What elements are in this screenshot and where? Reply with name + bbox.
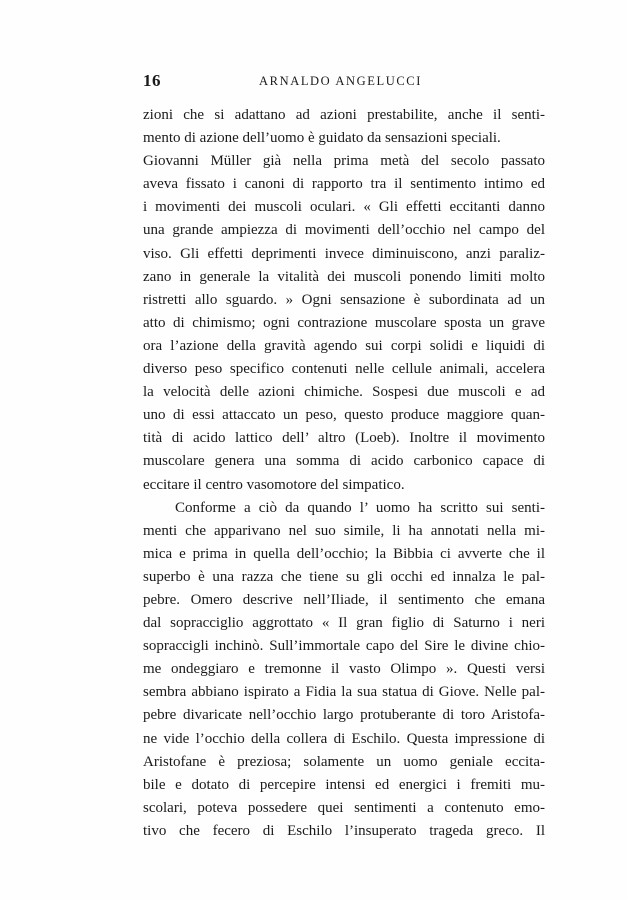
- text-line: pebre divaricate nell’occhio largo protuberante di toro Aristofa-: [143, 707, 545, 724]
- text-line: atto di chimismo; ogni contrazione muscolare sposta un grave: [143, 314, 545, 331]
- text-line: eccitare il centro vasomotore del simpatico.: [143, 476, 405, 493]
- text-line: Aristofane è preziosa; solamente un uomo geniale eccita-: [143, 753, 545, 770]
- text-line: ristretti allo sguardo. » Ogni sensazione è subordinata ad un: [143, 291, 545, 308]
- text-line: zano in generale la vitalità dei muscoli ponendo limiti molto: [143, 268, 545, 285]
- text-line: menti che apparivano nel suo simile, li ha annotati nella mi-: [143, 522, 545, 539]
- text-line: superbo è una razza che tiene su gli occhi ed innalza le pal-: [143, 568, 545, 585]
- text-line: viso. Gli effetti deprimenti invece diminuiscono, anzi paraliz-: [143, 245, 545, 262]
- text-line: muscolare genera una somma di acido carbonico capace di: [143, 453, 545, 470]
- text-line: Conforme a ciò da quando l’ uomo ha scritto sui senti-: [175, 499, 545, 516]
- text-line: i movimenti dei muscoli oculari. « Gli effetti eccitanti danno: [143, 199, 545, 216]
- text-line: tità di acido lattico dell’ altro (Loeb). Inoltre il movimento: [143, 430, 545, 447]
- text-line: pebre. Omero descrive nell’Iliade, il sentimento che emana: [143, 591, 545, 608]
- text-line: bile e dotato di percepire intensi ed energici i fremiti mu-: [143, 776, 545, 793]
- text-line: uno di essi attaccato un peso, questo produce maggiore quan-: [143, 407, 545, 424]
- text-line: dal sopracciglio aggrottato « Il gran figlio di Saturno i neri: [143, 615, 545, 632]
- text-line: tivo che fecero di Eschilo l’insuperato trageda greco. Il: [143, 822, 545, 839]
- text-line: ne vide l’occhio della collera di Eschilo. Questa impressione di: [143, 730, 545, 747]
- text-line: una grande ampiezza di movimenti dell’occhio nel campo del: [143, 222, 545, 239]
- running-head: ARNALDO ANGELUCCI: [259, 74, 422, 88]
- text-line: scolari, poteva possedere quei sentimenti a contenuto emo-: [143, 799, 545, 816]
- text-line: mento di azione dell’uomo è guidato da sensazioni speciali.: [143, 130, 501, 147]
- text-line: sembra abbiano ispirato a Fidia la sua statua di Giove. Nelle pal-: [143, 684, 545, 701]
- text-line: la velocità delle azioni chimiche. Sospesi due muscoli e ad: [143, 384, 545, 401]
- text-line: diverso peso specifico contenuti nelle cellule animali, accelera: [143, 361, 545, 378]
- text-line: aveva fissato i canoni di rapporto tra il sentimento intimo ed: [143, 176, 545, 193]
- page-header: [143, 71, 545, 91]
- body-text: [143, 104, 545, 843]
- text-line: Giovanni Müller già nella prima metà del secolo passato: [143, 153, 545, 170]
- text-line: ora l’azione della gravità agendo sui corpi solidi e liquidi di: [143, 337, 545, 354]
- page-number: 16: [143, 71, 161, 90]
- text-line: sopraccigli inchinò. Sull’immortale capo del Sire le divine chio-: [143, 638, 545, 655]
- text-line: mica e prima in quella dell’occhio; la Bibbia ci avverte che il: [143, 545, 545, 562]
- text-line: me ondeggiaro e tremonne il vasto Olimpo ». Questi versi: [143, 661, 545, 678]
- text-line: zioni che si adattano ad azioni prestabilite, anche il senti-: [143, 107, 545, 123]
